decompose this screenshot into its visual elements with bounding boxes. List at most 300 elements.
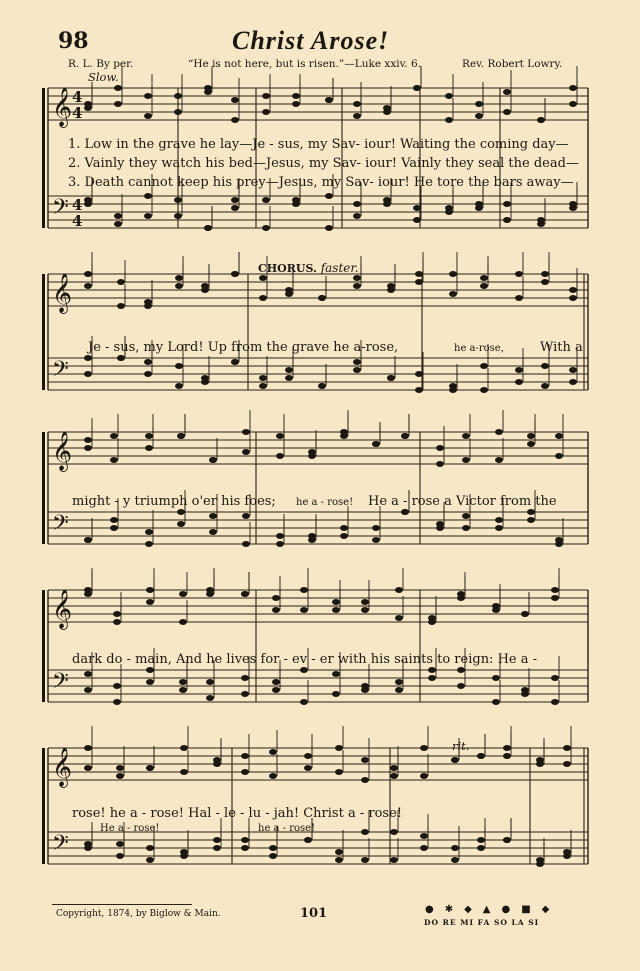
note-head: [146, 667, 154, 673]
note-head: [84, 437, 92, 443]
note-head: [292, 93, 300, 99]
note-head: [395, 587, 403, 593]
lyrics-line-2-end: With a: [540, 340, 583, 355]
note-head: [563, 745, 571, 751]
note-head: [180, 849, 188, 855]
note-head: [563, 761, 571, 767]
note-head: [304, 765, 312, 771]
note-head: [145, 541, 153, 547]
note-head: [231, 205, 239, 211]
note-head: [503, 753, 511, 759]
system-brace: [42, 88, 45, 228]
note-head: [449, 291, 457, 297]
note-head: [206, 679, 214, 685]
note-head: [390, 829, 398, 835]
note-head: [451, 857, 459, 863]
note-head: [449, 271, 457, 277]
note-head: [536, 857, 544, 863]
lyrics-line-2-small: he a-rose,: [454, 343, 504, 354]
note-head: [436, 461, 444, 467]
note-head: [462, 525, 470, 531]
note-head: [84, 445, 92, 451]
treble-clef-icon: 𝄞: [52, 747, 73, 787]
note-head: [206, 591, 214, 597]
verse-1: 1. Low in the grave he lay—Je - sus, my Sav- iour! Waiting the coming day—: [68, 137, 569, 152]
note-head: [555, 433, 563, 439]
note-head: [413, 85, 421, 91]
note-head: [174, 213, 182, 219]
note-head: [262, 109, 270, 115]
note-head: [325, 225, 333, 231]
note-head: [117, 279, 125, 285]
note-head: [213, 845, 221, 851]
note-head: [415, 371, 423, 377]
note-head: [204, 225, 212, 231]
note-head: [420, 773, 428, 779]
note-head: [503, 89, 511, 95]
note-head: [353, 113, 361, 119]
note-head: [145, 445, 153, 451]
verse-3: 3. Death cannot keep his prey—Jesus, my Sav- iour! He tore the bars away—: [68, 175, 574, 190]
note-head: [144, 359, 152, 365]
note-head: [462, 513, 470, 519]
note-head: [272, 607, 280, 613]
chorus-marking: [258, 261, 359, 275]
note-head: [387, 375, 395, 381]
note-head: [146, 587, 154, 593]
note-head: [300, 699, 308, 705]
note-head: [144, 93, 152, 99]
note-head: [353, 367, 361, 373]
note-head: [413, 205, 421, 211]
lyrics-line-5-small-1: He a - rose!: [100, 823, 160, 834]
note-head: [110, 433, 118, 439]
note-head: [269, 773, 277, 779]
note-head: [515, 367, 523, 373]
note-head: [84, 201, 92, 207]
note-head: [114, 85, 122, 91]
note-head: [272, 595, 280, 601]
note-head: [300, 587, 308, 593]
note-head: [361, 777, 369, 783]
note-head: [144, 193, 152, 199]
note-head: [335, 857, 343, 863]
note-head: [84, 687, 92, 693]
note-head: [259, 295, 267, 301]
note-head: [475, 101, 483, 107]
lyrics-line-2: Je - sus, my Lord! Up from the grave he a-rose,: [88, 340, 399, 355]
note-head: [477, 753, 485, 759]
note-head: [241, 845, 249, 851]
bass-clef-icon: 𝄢: [52, 511, 69, 541]
note-head: [276, 533, 284, 539]
note-head: [569, 205, 577, 211]
note-head: [353, 101, 361, 107]
note-head: [390, 765, 398, 771]
note-head: [292, 101, 300, 107]
note-head: [475, 113, 483, 119]
note-head: [276, 433, 284, 439]
bass-clef-icon: 𝄢: [52, 831, 69, 861]
note-head: [537, 217, 545, 223]
note-head: [292, 197, 300, 203]
lyrics-line-4: dark do - main, And he lives for - ev - er with his saints to reign: He a -: [72, 652, 538, 667]
note-head: [146, 599, 154, 605]
note-head: [445, 93, 453, 99]
note-head: [541, 271, 549, 277]
note-head: [332, 691, 340, 697]
bass-clef-icon: 𝄢: [52, 669, 69, 699]
note-head: [84, 841, 92, 847]
note-head: [353, 275, 361, 281]
note-head: [113, 611, 121, 617]
note-head: [475, 201, 483, 207]
note-head: [114, 213, 122, 219]
note-head: [175, 363, 183, 369]
note-head: [241, 691, 249, 697]
note-head: [84, 591, 92, 597]
note-head: [555, 453, 563, 459]
note-head: [262, 225, 270, 231]
note-head: [179, 679, 187, 685]
note-head: [213, 761, 221, 767]
footer-rule: [52, 904, 192, 905]
note-head: [84, 271, 92, 277]
note-head: [457, 591, 465, 597]
note-head: [116, 773, 124, 779]
note-head: [335, 745, 343, 751]
note-head: [272, 687, 280, 693]
note-head: [340, 533, 348, 539]
note-head: [213, 837, 221, 843]
time-signature-top: 4: [72, 196, 83, 214]
note-head: [515, 379, 523, 385]
note-head: [113, 699, 121, 705]
note-head: [84, 537, 92, 543]
note-head: [231, 359, 239, 365]
note-head: [457, 683, 465, 689]
note-head: [420, 845, 428, 851]
note-head: [503, 109, 511, 115]
note-head: [353, 213, 361, 219]
note-head: [179, 591, 187, 597]
note-head: [241, 675, 249, 681]
note-head: [180, 745, 188, 751]
note-head: [492, 675, 500, 681]
page-number: 101: [300, 906, 328, 921]
note-head: [116, 841, 124, 847]
note-head: [242, 541, 250, 547]
note-head: [177, 521, 185, 527]
note-head: [300, 607, 308, 613]
note-head: [179, 687, 187, 693]
note-head: [241, 769, 249, 775]
note-head: [420, 833, 428, 839]
note-head: [563, 849, 571, 855]
note-head: [521, 687, 529, 693]
note-head: [206, 695, 214, 701]
note-head: [480, 363, 488, 369]
note-head: [335, 769, 343, 775]
note-head: [480, 283, 488, 289]
note-head: [390, 857, 398, 863]
note-head: [231, 97, 239, 103]
note-head: [361, 829, 369, 835]
lyrics-line-3: might - y triumph o'er his foes;: [72, 494, 276, 509]
clefs: [52, 87, 82, 861]
note-head: [144, 371, 152, 377]
note-head: [209, 457, 217, 463]
author-credit: R. L. By per.: [68, 58, 134, 70]
note-head: [201, 375, 209, 381]
lyrics-line-5-small-2: he a - rose!: [258, 823, 316, 834]
note-head: [259, 375, 267, 381]
note-head: [241, 591, 249, 597]
system-brace: [42, 590, 45, 702]
note-head: [174, 197, 182, 203]
note-head: [428, 667, 436, 673]
copyright-notice: Copyright, 1874, by Biglow & Main.: [56, 909, 221, 919]
note-head: [361, 683, 369, 689]
note-head: [276, 453, 284, 459]
note-head: [174, 109, 182, 115]
note-head: [503, 745, 511, 751]
note-head: [116, 853, 124, 859]
note-head: [445, 117, 453, 123]
note-head: [177, 509, 185, 515]
note-head: [372, 537, 380, 543]
note-head: [569, 379, 577, 385]
note-head: [117, 303, 125, 309]
note-head: [308, 449, 316, 455]
note-head: [209, 513, 217, 519]
note-head: [300, 667, 308, 673]
note-head: [340, 525, 348, 531]
note-head: [515, 295, 523, 301]
note-head: [492, 603, 500, 609]
treble-clef-icon: 𝄞: [52, 87, 73, 127]
note-head: [241, 753, 249, 759]
note-head: [285, 375, 293, 381]
note-head: [285, 367, 293, 373]
lyrics-line-3-end: He a - rose a Victor from the: [368, 494, 557, 509]
treble-clef-icon: 𝄞: [52, 273, 73, 313]
note-head: [353, 283, 361, 289]
note-head: [325, 97, 333, 103]
note-head: [259, 383, 267, 389]
note-head: [146, 857, 154, 863]
note-head: [495, 517, 503, 523]
note-head: [480, 275, 488, 281]
note-head: [361, 607, 369, 613]
note-head: [231, 197, 239, 203]
system-brace: [42, 274, 45, 390]
note-head: [113, 683, 121, 689]
note-head: [495, 457, 503, 463]
note-head: [146, 845, 154, 851]
note-head: [569, 85, 577, 91]
note-head: [110, 457, 118, 463]
solfege-syllables: DO RE MI FA SO LA SI: [424, 918, 540, 927]
note-head: [527, 433, 535, 439]
note-head: [503, 201, 511, 207]
note-head: [201, 283, 209, 289]
note-head: [569, 295, 577, 301]
note-head: [269, 845, 277, 851]
note-head: [395, 679, 403, 685]
note-head: [209, 529, 217, 535]
note-head: [353, 201, 361, 207]
note-head: [146, 679, 154, 685]
chorus-tempo: faster.: [320, 261, 359, 275]
note-head: [492, 699, 500, 705]
verse-2: 2. Vainly they watch his bed—Jesus, my Sav- iour! Vainly they seal the dead—: [68, 156, 579, 171]
note-head: [527, 441, 535, 447]
note-head: [84, 355, 92, 361]
note-head: [285, 291, 293, 297]
note-head: [110, 525, 118, 531]
note-head: [262, 93, 270, 99]
note-head: [527, 509, 535, 515]
note-head: [308, 533, 316, 539]
note-head: [527, 517, 535, 523]
note-head: [259, 275, 267, 281]
note-head: [541, 279, 549, 285]
treble-clef-icon: 𝄞: [52, 589, 73, 629]
note-head: [415, 279, 423, 285]
time-signature-bottom: 4: [72, 104, 83, 122]
rit-marking: rit.: [452, 739, 470, 753]
note-head: [110, 517, 118, 523]
note-head: [436, 445, 444, 451]
note-head: [318, 295, 326, 301]
note-head: [332, 607, 340, 613]
note-head: [174, 93, 182, 99]
note-head: [269, 853, 277, 859]
note-head: [242, 513, 250, 519]
note-head: [114, 221, 122, 227]
note-head: [451, 757, 459, 763]
note-head: [383, 201, 391, 207]
note-head: [401, 433, 409, 439]
note-head: [551, 595, 559, 601]
lyrics-line-3-small: he a - rose!: [296, 497, 354, 508]
note-head: [144, 213, 152, 219]
lyrics-line-5: rose! he a - rose! Hal - le - lu - jah! Christ a - rose!: [72, 806, 402, 821]
system-brace: [42, 432, 45, 544]
note-head: [262, 197, 270, 203]
note-head: [242, 429, 250, 435]
note-head: [445, 209, 453, 215]
chorus-label: CHORUS.: [258, 262, 317, 275]
note-head: [332, 599, 340, 605]
note-head: [521, 611, 529, 617]
note-head: [114, 101, 122, 107]
time-signature-top: 4: [72, 88, 83, 106]
note-head: [335, 849, 343, 855]
note-head: [372, 525, 380, 531]
note-head: [113, 619, 121, 625]
note-head: [276, 541, 284, 547]
note-head: [353, 359, 361, 365]
note-head: [536, 761, 544, 767]
note-head: [395, 615, 403, 621]
note-head: [144, 113, 152, 119]
note-head: [462, 457, 470, 463]
note-head: [387, 283, 395, 289]
note-head: [415, 271, 423, 277]
note-head: [551, 587, 559, 593]
note-head: [144, 303, 152, 309]
note-head: [179, 619, 187, 625]
note-head: [117, 355, 125, 361]
note-head: [457, 667, 465, 673]
note-head: [477, 837, 485, 843]
note-head: [390, 773, 398, 779]
note-head: [361, 757, 369, 763]
note-head: [231, 117, 239, 123]
note-head: [555, 537, 563, 543]
note-head: [332, 671, 340, 677]
system-brace: [42, 748, 45, 864]
note-head: [304, 753, 312, 759]
note-head: [477, 845, 485, 851]
composer-credit: Rev. Robert Lowry.: [462, 58, 563, 70]
bass-clef-icon: 𝄢: [52, 357, 69, 387]
note-head: [361, 599, 369, 605]
note-head: [84, 283, 92, 289]
note-head: [146, 765, 154, 771]
note-head: [361, 857, 369, 863]
note-head: [325, 193, 333, 199]
treble-clef-icon: 𝄞: [52, 431, 73, 471]
note-head: [372, 441, 380, 447]
note-head: [413, 217, 421, 223]
note-head: [551, 675, 559, 681]
hymn-title: Christ Arose!: [232, 26, 390, 55]
note-head: [231, 271, 239, 277]
note-head: [84, 765, 92, 771]
hymn-number: 98: [58, 28, 89, 54]
note-head: [569, 101, 577, 107]
note-head: [395, 687, 403, 693]
note-head: [537, 117, 545, 123]
note-head: [272, 679, 280, 685]
note-head: [569, 287, 577, 293]
note-head: [84, 105, 92, 111]
note-head: [204, 85, 212, 91]
note-head: [569, 367, 577, 373]
note-head: [269, 749, 277, 755]
note-head: [318, 383, 326, 389]
note-head: [241, 837, 249, 843]
note-head: [116, 765, 124, 771]
note-head: [480, 387, 488, 393]
note-head: [449, 387, 457, 393]
note-head: [551, 699, 559, 705]
note-head: [145, 433, 153, 439]
note-head: [180, 769, 188, 775]
note-head: [420, 745, 428, 751]
note-head: [503, 217, 511, 223]
note-head: [145, 529, 153, 535]
shape-note-icons: ●✱◆▲●■◆: [425, 904, 561, 915]
note-head: [428, 615, 436, 621]
time-signature-bottom: 4: [72, 212, 83, 230]
note-head: [415, 387, 423, 393]
note-head: [428, 675, 436, 681]
note-head: [175, 383, 183, 389]
